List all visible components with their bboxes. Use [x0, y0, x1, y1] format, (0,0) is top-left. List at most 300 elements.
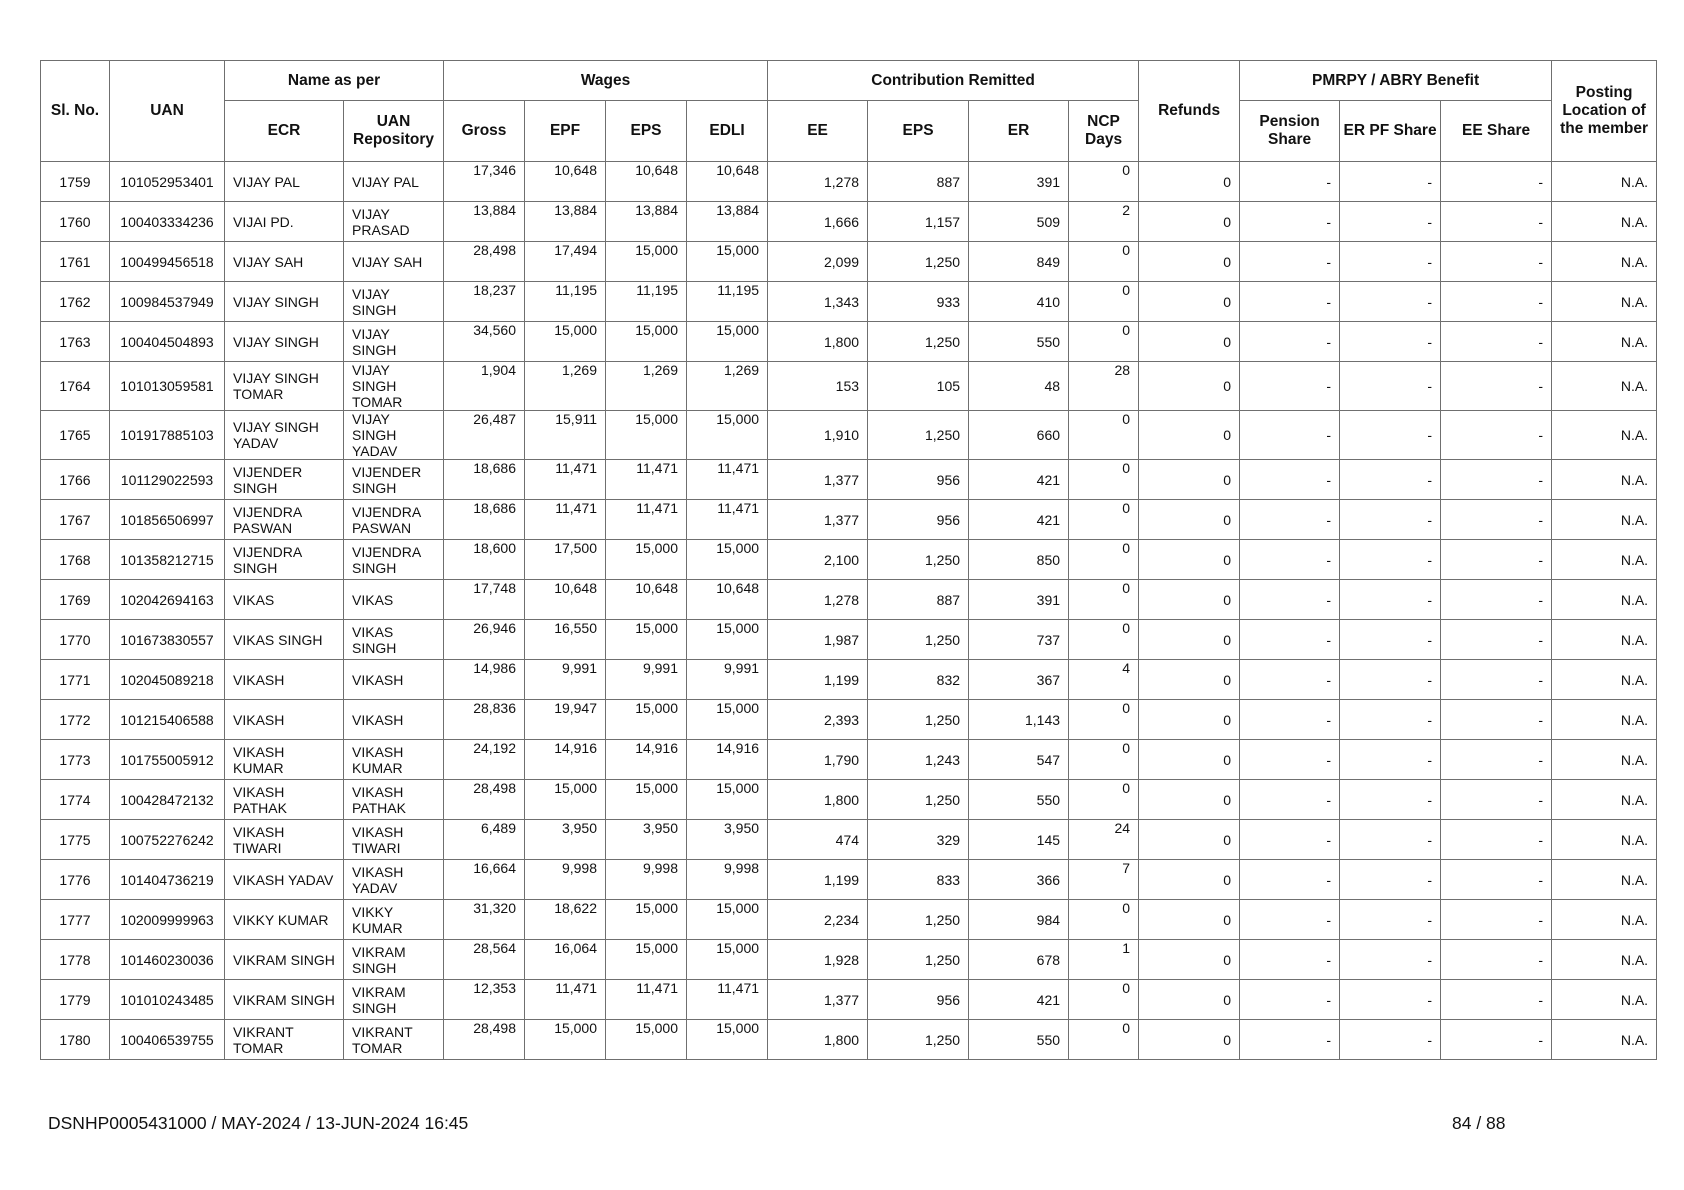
cell-gross: 31,320	[444, 900, 525, 940]
cell-er-pf-share: -	[1340, 620, 1441, 660]
cell-pension-share: -	[1240, 660, 1340, 700]
cell-uan: 102042694163	[110, 580, 225, 620]
cell-refunds: 0	[1139, 620, 1240, 660]
cell-ee-share: -	[1441, 540, 1552, 580]
cell-ee-share: -	[1441, 202, 1552, 242]
cell-refunds: 0	[1139, 322, 1240, 362]
header-name-as-per: Name as per	[225, 61, 444, 101]
cell-ee-share: -	[1441, 980, 1552, 1020]
ecr-contribution-table	[40, 60, 1657, 1060]
cell-ncp-days: 0	[1069, 411, 1139, 460]
cell-er-pf-share: -	[1340, 940, 1441, 980]
cell-name-ecr: VIJAY PAL	[225, 162, 344, 202]
cell-edli: 15,000	[687, 620, 768, 660]
cell-sl-no: 1766	[41, 460, 110, 500]
cell-er-pf-share: -	[1340, 242, 1441, 282]
cell-er-pf-share: -	[1340, 411, 1441, 460]
cell-eps: 15,000	[606, 322, 687, 362]
table-row	[41, 1020, 1657, 1060]
cell-name-ecr: VIJAY SINGH	[225, 322, 344, 362]
table-row	[41, 362, 1657, 411]
cell-ee: 474	[768, 820, 868, 860]
cell-edli: 15,000	[687, 242, 768, 282]
cell-refunds: 0	[1139, 900, 1240, 940]
cell-contribution-eps: 1,157	[868, 202, 969, 242]
cell-er-pf-share: -	[1340, 660, 1441, 700]
cell-epf: 9,998	[525, 860, 606, 900]
header-ee: EE	[768, 101, 868, 162]
cell-contribution-eps: 887	[868, 580, 969, 620]
header-epf: EPF	[525, 101, 606, 162]
cell-posting-location: N.A.	[1552, 411, 1657, 460]
cell-name-uan-repository: VIKASH YADAV	[344, 860, 444, 900]
cell-sl-no: 1764	[41, 362, 110, 411]
cell-ee: 1,666	[768, 202, 868, 242]
cell-edli: 11,471	[687, 460, 768, 500]
cell-er: 984	[969, 900, 1069, 940]
cell-eps: 11,471	[606, 980, 687, 1020]
cell-posting-location: N.A.	[1552, 620, 1657, 660]
cell-name-ecr: VIKASH	[225, 700, 344, 740]
cell-refunds: 0	[1139, 700, 1240, 740]
cell-pension-share: -	[1240, 740, 1340, 780]
cell-posting-location: N.A.	[1552, 740, 1657, 780]
cell-edli: 1,269	[687, 362, 768, 411]
cell-pension-share: -	[1240, 900, 1340, 940]
table-row	[41, 540, 1657, 580]
cell-pension-share: -	[1240, 362, 1340, 411]
header-eps: EPS	[606, 101, 687, 162]
cell-name-uan-repository: VIKAS	[344, 580, 444, 620]
header-contribution-remitted: Contribution Remitted	[768, 61, 1139, 101]
cell-gross: 18,600	[444, 540, 525, 580]
cell-er: 509	[969, 202, 1069, 242]
cell-pension-share: -	[1240, 780, 1340, 820]
cell-uan: 100984537949	[110, 282, 225, 322]
cell-eps: 15,000	[606, 540, 687, 580]
cell-uan: 102009999963	[110, 900, 225, 940]
cell-ee: 153	[768, 362, 868, 411]
cell-name-ecr: VIKASH PATHAK	[225, 780, 344, 820]
cell-er-pf-share: -	[1340, 202, 1441, 242]
cell-eps: 1,269	[606, 362, 687, 411]
cell-sl-no: 1769	[41, 580, 110, 620]
cell-epf: 15,911	[525, 411, 606, 460]
cell-refunds: 0	[1139, 362, 1240, 411]
cell-name-uan-repository: VIJAY PRASAD	[344, 202, 444, 242]
cell-gross: 14,986	[444, 660, 525, 700]
table-row	[41, 740, 1657, 780]
header-er-pf-share: ER PF Share	[1340, 101, 1441, 162]
cell-gross: 13,884	[444, 202, 525, 242]
header-sl-no: Sl. No.	[41, 61, 110, 162]
cell-gross: 17,346	[444, 162, 525, 202]
cell-edli: 9,991	[687, 660, 768, 700]
cell-contribution-eps: 933	[868, 282, 969, 322]
cell-name-ecr: VIJAY SINGH	[225, 282, 344, 322]
cell-ee-share: -	[1441, 780, 1552, 820]
cell-ncp-days: 0	[1069, 620, 1139, 660]
cell-er: 1,143	[969, 700, 1069, 740]
cell-posting-location: N.A.	[1552, 460, 1657, 500]
cell-er: 48	[969, 362, 1069, 411]
table-row	[41, 282, 1657, 322]
cell-epf: 10,648	[525, 162, 606, 202]
cell-ncp-days: 0	[1069, 900, 1139, 940]
cell-er-pf-share: -	[1340, 540, 1441, 580]
cell-name-uan-repository: VIJAY SINGH TOMAR	[344, 362, 444, 411]
cell-er: 849	[969, 242, 1069, 282]
cell-epf: 17,494	[525, 242, 606, 282]
cell-pension-share: -	[1240, 700, 1340, 740]
cell-gross: 26,487	[444, 411, 525, 460]
table-row	[41, 500, 1657, 540]
cell-sl-no: 1763	[41, 322, 110, 362]
table-row	[41, 980, 1657, 1020]
cell-uan: 101856506997	[110, 500, 225, 540]
cell-eps: 3,950	[606, 820, 687, 860]
cell-er: 391	[969, 162, 1069, 202]
cell-er: 410	[969, 282, 1069, 322]
cell-name-ecr: VIKRAM SINGH	[225, 980, 344, 1020]
header-uan-repository: UAN Repository	[344, 101, 444, 162]
cell-epf: 11,471	[525, 500, 606, 540]
cell-er-pf-share: -	[1340, 362, 1441, 411]
cell-er: 367	[969, 660, 1069, 700]
cell-ncp-days: 0	[1069, 242, 1139, 282]
header-pmrpy-abry: PMRPY / ABRY Benefit	[1240, 61, 1552, 101]
cell-contribution-eps: 956	[868, 500, 969, 540]
cell-epf: 19,947	[525, 700, 606, 740]
cell-uan: 100406539755	[110, 1020, 225, 1060]
cell-uan: 101755005912	[110, 740, 225, 780]
cell-refunds: 0	[1139, 540, 1240, 580]
header-ecr: ECR	[225, 101, 344, 162]
table-row	[41, 780, 1657, 820]
cell-edli: 14,916	[687, 740, 768, 780]
cell-er-pf-share: -	[1340, 740, 1441, 780]
cell-gross: 18,237	[444, 282, 525, 322]
cell-uan: 101404736219	[110, 860, 225, 900]
cell-sl-no: 1778	[41, 940, 110, 980]
cell-ee-share: -	[1441, 362, 1552, 411]
cell-er: 850	[969, 540, 1069, 580]
cell-gross: 28,836	[444, 700, 525, 740]
cell-uan: 101052953401	[110, 162, 225, 202]
header-pension-share: Pension Share	[1240, 101, 1340, 162]
cell-er-pf-share: -	[1340, 460, 1441, 500]
cell-epf: 1,269	[525, 362, 606, 411]
cell-ee: 1,987	[768, 620, 868, 660]
cell-ncp-days: 0	[1069, 700, 1139, 740]
table-row	[41, 411, 1657, 460]
cell-gross: 28,498	[444, 1020, 525, 1060]
cell-ncp-days: 0	[1069, 740, 1139, 780]
cell-posting-location: N.A.	[1552, 540, 1657, 580]
cell-sl-no: 1777	[41, 900, 110, 940]
cell-er-pf-share: -	[1340, 820, 1441, 860]
cell-ee-share: -	[1441, 500, 1552, 540]
cell-contribution-eps: 1,250	[868, 1020, 969, 1060]
cell-uan: 101010243485	[110, 980, 225, 1020]
cell-ncp-days: 24	[1069, 820, 1139, 860]
cell-refunds: 0	[1139, 282, 1240, 322]
table-row	[41, 660, 1657, 700]
cell-ncp-days: 0	[1069, 1020, 1139, 1060]
cell-pension-share: -	[1240, 282, 1340, 322]
cell-refunds: 0	[1139, 740, 1240, 780]
cell-eps: 11,471	[606, 460, 687, 500]
cell-pension-share: -	[1240, 411, 1340, 460]
cell-posting-location: N.A.	[1552, 362, 1657, 411]
cell-posting-location: N.A.	[1552, 780, 1657, 820]
cell-gross: 6,489	[444, 820, 525, 860]
cell-eps: 10,648	[606, 580, 687, 620]
cell-name-uan-repository: VIJENDRA PASWAN	[344, 500, 444, 540]
cell-name-uan-repository: VIKRANT TOMAR	[344, 1020, 444, 1060]
cell-epf: 16,550	[525, 620, 606, 660]
cell-er-pf-share: -	[1340, 1020, 1441, 1060]
cell-epf: 18,622	[525, 900, 606, 940]
cell-epf: 14,916	[525, 740, 606, 780]
cell-posting-location: N.A.	[1552, 940, 1657, 980]
cell-edli: 13,884	[687, 202, 768, 242]
cell-sl-no: 1760	[41, 202, 110, 242]
cell-eps: 11,195	[606, 282, 687, 322]
cell-ncp-days: 0	[1069, 460, 1139, 500]
cell-ncp-days: 28	[1069, 362, 1139, 411]
cell-refunds: 0	[1139, 162, 1240, 202]
cell-refunds: 0	[1139, 460, 1240, 500]
cell-ncp-days: 0	[1069, 500, 1139, 540]
header-gross: Gross	[444, 101, 525, 162]
cell-name-ecr: VIJAI PD.	[225, 202, 344, 242]
cell-ncp-days: 0	[1069, 980, 1139, 1020]
header-wages: Wages	[444, 61, 768, 101]
cell-name-ecr: VIKASH	[225, 660, 344, 700]
cell-posting-location: N.A.	[1552, 242, 1657, 282]
cell-er: 678	[969, 940, 1069, 980]
cell-edli: 15,000	[687, 940, 768, 980]
cell-edli: 15,000	[687, 540, 768, 580]
cell-ee-share: -	[1441, 900, 1552, 940]
cell-name-ecr: VIJAY SINGH YADAV	[225, 411, 344, 460]
cell-sl-no: 1780	[41, 1020, 110, 1060]
cell-edli: 15,000	[687, 700, 768, 740]
cell-ee-share: -	[1441, 282, 1552, 322]
cell-ee: 2,100	[768, 540, 868, 580]
table-row	[41, 242, 1657, 282]
cell-contribution-eps: 956	[868, 460, 969, 500]
cell-er-pf-share: -	[1340, 900, 1441, 940]
cell-edli: 10,648	[687, 580, 768, 620]
cell-er: 550	[969, 780, 1069, 820]
header-refunds: Refunds	[1139, 61, 1240, 162]
cell-epf: 10,648	[525, 580, 606, 620]
page-number: 84 / 88	[1452, 1113, 1506, 1133]
cell-sl-no: 1776	[41, 860, 110, 900]
cell-gross: 12,353	[444, 980, 525, 1020]
cell-refunds: 0	[1139, 980, 1240, 1020]
cell-eps: 15,000	[606, 900, 687, 940]
cell-name-uan-repository: VIKKY KUMAR	[344, 900, 444, 940]
cell-posting-location: N.A.	[1552, 700, 1657, 740]
cell-uan: 100403334236	[110, 202, 225, 242]
cell-ee: 2,234	[768, 900, 868, 940]
cell-ncp-days: 0	[1069, 580, 1139, 620]
cell-er-pf-share: -	[1340, 322, 1441, 362]
cell-refunds: 0	[1139, 940, 1240, 980]
cell-epf: 13,884	[525, 202, 606, 242]
cell-pension-share: -	[1240, 620, 1340, 660]
cell-uan: 101673830557	[110, 620, 225, 660]
cell-eps: 15,000	[606, 242, 687, 282]
cell-ee: 2,393	[768, 700, 868, 740]
cell-er-pf-share: -	[1340, 980, 1441, 1020]
cell-epf: 16,064	[525, 940, 606, 980]
cell-contribution-eps: 1,250	[868, 242, 969, 282]
cell-er: 145	[969, 820, 1069, 860]
cell-name-uan-repository: VIKASH KUMAR	[344, 740, 444, 780]
cell-er: 660	[969, 411, 1069, 460]
cell-er: 366	[969, 860, 1069, 900]
cell-name-uan-repository: VIJAY SINGH	[344, 282, 444, 322]
cell-edli: 15,000	[687, 900, 768, 940]
cell-pension-share: -	[1240, 980, 1340, 1020]
cell-name-ecr: VIJENDRA SINGH	[225, 540, 344, 580]
cell-sl-no: 1773	[41, 740, 110, 780]
cell-ee-share: -	[1441, 740, 1552, 780]
cell-sl-no: 1772	[41, 700, 110, 740]
cell-ee: 1,199	[768, 660, 868, 700]
header-posting-location: Posting Location of the member	[1552, 61, 1657, 162]
cell-uan: 101215406588	[110, 700, 225, 740]
cell-ee-share: -	[1441, 242, 1552, 282]
cell-ee-share: -	[1441, 700, 1552, 740]
cell-ee-share: -	[1441, 660, 1552, 700]
cell-uan: 101358212715	[110, 540, 225, 580]
cell-edli: 10,648	[687, 162, 768, 202]
cell-epf: 11,195	[525, 282, 606, 322]
cell-ee: 1,278	[768, 580, 868, 620]
cell-sl-no: 1774	[41, 780, 110, 820]
cell-edli: 15,000	[687, 780, 768, 820]
cell-name-uan-repository: VIJAY PAL	[344, 162, 444, 202]
cell-gross: 24,192	[444, 740, 525, 780]
cell-refunds: 0	[1139, 500, 1240, 540]
cell-eps: 11,471	[606, 500, 687, 540]
cell-gross: 26,946	[444, 620, 525, 660]
cell-name-uan-repository: VIKASH PATHAK	[344, 780, 444, 820]
cell-ee-share: -	[1441, 620, 1552, 660]
cell-pension-share: -	[1240, 940, 1340, 980]
cell-posting-location: N.A.	[1552, 580, 1657, 620]
cell-eps: 15,000	[606, 700, 687, 740]
cell-er: 421	[969, 980, 1069, 1020]
cell-pension-share: -	[1240, 820, 1340, 860]
table-row	[41, 900, 1657, 940]
cell-ee: 1,800	[768, 1020, 868, 1060]
cell-name-uan-repository: VIKAS SINGH	[344, 620, 444, 660]
cell-eps: 15,000	[606, 411, 687, 460]
cell-gross: 18,686	[444, 460, 525, 500]
cell-contribution-eps: 1,250	[868, 700, 969, 740]
cell-pension-share: -	[1240, 860, 1340, 900]
cell-name-ecr: VIKRANT TOMAR	[225, 1020, 344, 1060]
cell-edli: 9,998	[687, 860, 768, 900]
cell-epf: 11,471	[525, 460, 606, 500]
cell-ee-share: -	[1441, 411, 1552, 460]
cell-contribution-eps: 1,250	[868, 940, 969, 980]
cell-ee: 1,377	[768, 460, 868, 500]
cell-eps: 13,884	[606, 202, 687, 242]
cell-ee: 1,343	[768, 282, 868, 322]
cell-gross: 28,498	[444, 780, 525, 820]
cell-name-ecr: VIJENDRA PASWAN	[225, 500, 344, 540]
cell-er-pf-share: -	[1340, 282, 1441, 322]
cell-epf: 15,000	[525, 1020, 606, 1060]
cell-gross: 1,904	[444, 362, 525, 411]
cell-name-ecr: VIJAY SAH	[225, 242, 344, 282]
cell-posting-location: N.A.	[1552, 500, 1657, 540]
cell-name-ecr: VIJAY SINGH TOMAR	[225, 362, 344, 411]
cell-ee-share: -	[1441, 322, 1552, 362]
cell-pension-share: -	[1240, 1020, 1340, 1060]
cell-name-uan-repository: VIJAY SAH	[344, 242, 444, 282]
cell-ncp-days: 4	[1069, 660, 1139, 700]
cell-refunds: 0	[1139, 411, 1240, 460]
cell-gross: 28,498	[444, 242, 525, 282]
cell-epf: 15,000	[525, 780, 606, 820]
cell-gross: 17,748	[444, 580, 525, 620]
cell-posting-location: N.A.	[1552, 820, 1657, 860]
cell-sl-no: 1761	[41, 242, 110, 282]
cell-eps: 15,000	[606, 1020, 687, 1060]
cell-contribution-eps: 887	[868, 162, 969, 202]
cell-name-ecr: VIKAS SINGH	[225, 620, 344, 660]
cell-ncp-days: 0	[1069, 282, 1139, 322]
cell-pension-share: -	[1240, 242, 1340, 282]
cell-posting-location: N.A.	[1552, 980, 1657, 1020]
table-row	[41, 620, 1657, 660]
cell-edli: 3,950	[687, 820, 768, 860]
cell-name-ecr: VIJENDER SINGH	[225, 460, 344, 500]
cell-posting-location: N.A.	[1552, 322, 1657, 362]
cell-pension-share: -	[1240, 580, 1340, 620]
cell-er: 550	[969, 322, 1069, 362]
cell-ee-share: -	[1441, 162, 1552, 202]
cell-er-pf-share: -	[1340, 860, 1441, 900]
cell-uan: 100404504893	[110, 322, 225, 362]
cell-sl-no: 1759	[41, 162, 110, 202]
cell-sl-no: 1770	[41, 620, 110, 660]
cell-ee: 1,800	[768, 322, 868, 362]
cell-ncp-days: 0	[1069, 322, 1139, 362]
cell-ee: 1,910	[768, 411, 868, 460]
cell-epf: 11,471	[525, 980, 606, 1020]
cell-sl-no: 1765	[41, 411, 110, 460]
cell-er: 550	[969, 1020, 1069, 1060]
table-row	[41, 860, 1657, 900]
header-ncp-days: NCP Days	[1069, 101, 1139, 162]
cell-ncp-days: 0	[1069, 540, 1139, 580]
cell-ee: 1,790	[768, 740, 868, 780]
table-row	[41, 580, 1657, 620]
cell-name-uan-repository: VIKASH	[344, 700, 444, 740]
cell-name-ecr: VIKKY KUMAR	[225, 900, 344, 940]
cell-contribution-eps: 1,250	[868, 540, 969, 580]
cell-posting-location: N.A.	[1552, 860, 1657, 900]
